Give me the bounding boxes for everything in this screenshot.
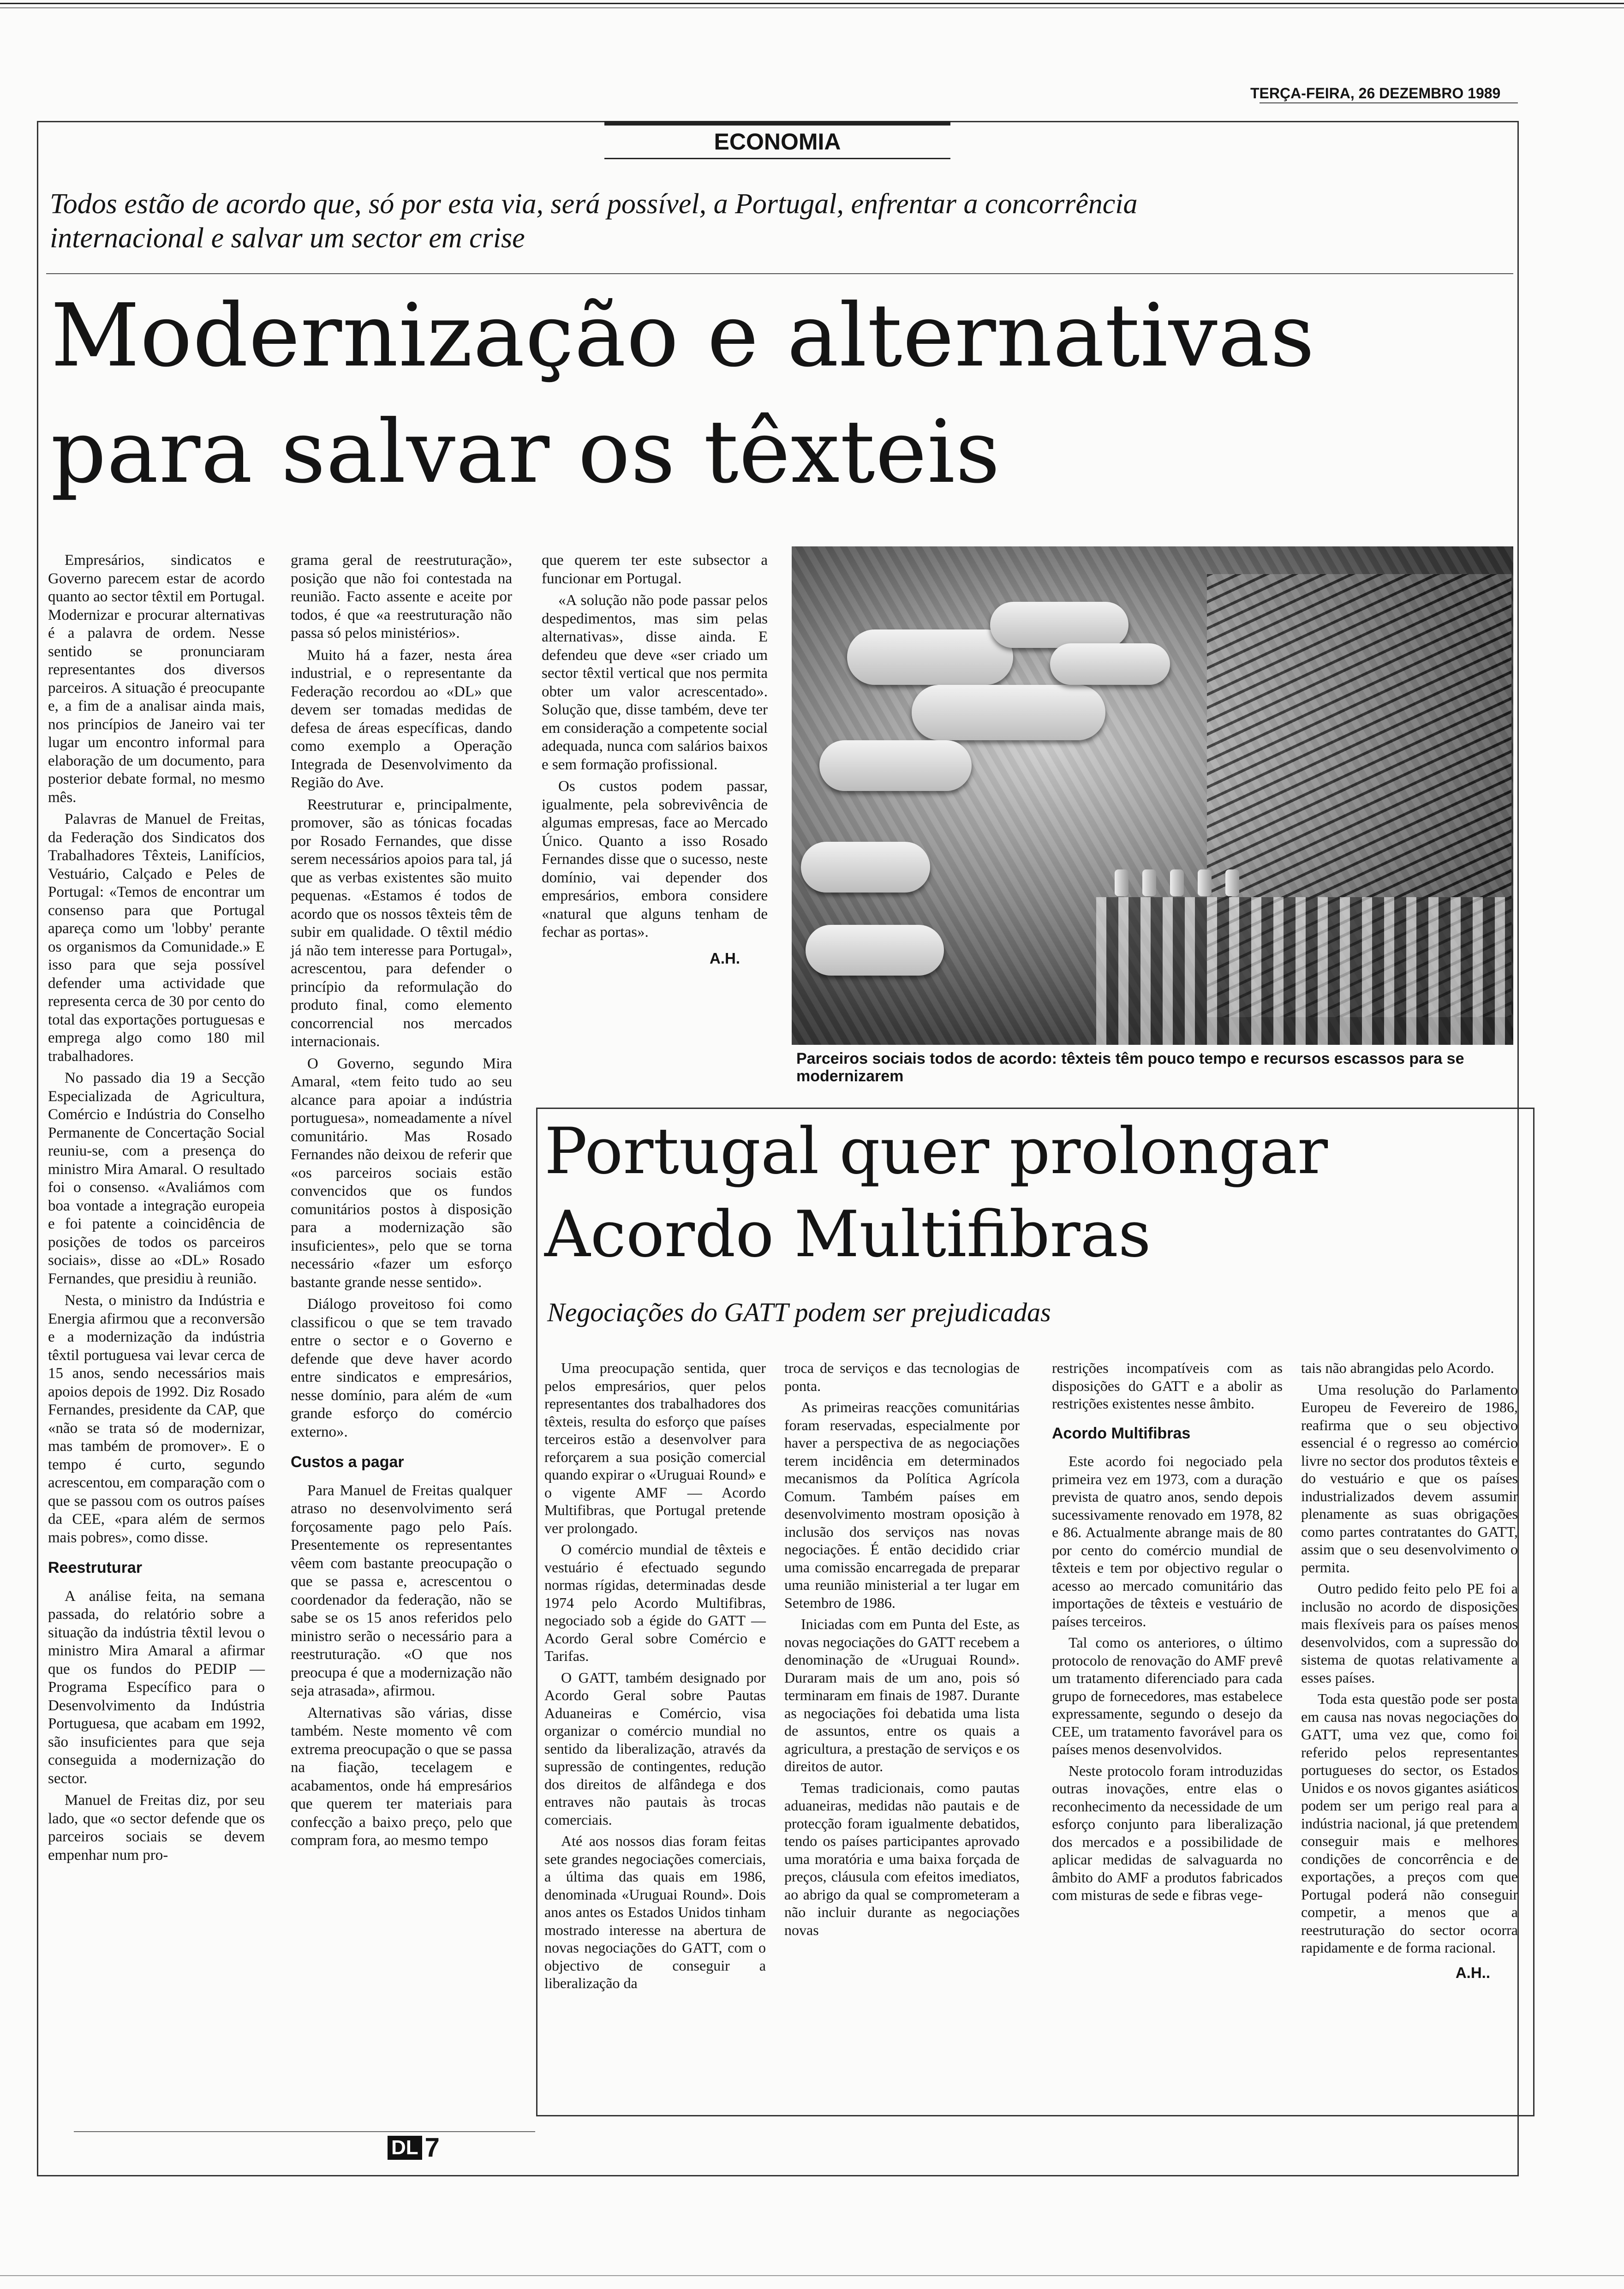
paragraph: Até aos nossos dias foram feitas sete grandes negociações comerciais, a última das quais em 1986, denominada «Uruguai Round». Dois anos antes os Estados Unidos tinham mostrado interesse na abertura de novas negociações do GATT, com o objectivo de conseguir a liberalização da [544, 1833, 766, 1991]
paragraph: As primeiras reacções comunitárias foram reservadas, especialmente por haver a perspectiva de as negociações terem incidência em determinados mecanismos da Política Agrícola Comum. Também países em desenvolvimento mostram oposição à inclusão dos serviços nas novas negociações. É então decidido criar uma comissão encarregada de preparar uma reunião ministerial a ter lugar em Setembro de 1986. [784, 1399, 1020, 1611]
issue-date: TERÇA-FEIRA, 26 DEZEMBRO 1989 [1250, 85, 1501, 102]
article2-column-1 [544, 1359, 766, 1996]
subheading-custos: Custos a pagar [291, 1453, 404, 1471]
paragraph: Os custos podem passar, igualmente, pela sobrevivência de algumas empresas, face ao Mercado Único. Quanto a isso Rosado Fernandes disse que o sucesso, neste domínio, vai depender dos empresários, embora considere «natural que alguns tenham de fechar as portas». [542, 778, 768, 941]
section-underline [604, 158, 950, 159]
photo-caption: Parceiros sociais todos de acordo: têxteis têm pouco tempo e recursos escassos para se modernizarem [796, 1050, 1464, 1085]
paragraph: Nesta, o ministro da Indústria e Energia afirmou que a reconversão e a modernização da indústria têxtil portuguesa vai levar cerca de 15 anos, sendo necessários mais apoios depois de 1992. Diz Rosado Fernandes, presidente da CAP, que «não se trata só de modernizar, mas também de promover». E o tempo é curto, segundo acrescentou, em comparação com o que se passou com os outros países da CEE, «para além de sermos mais pobres», como disse. [48, 1292, 265, 1546]
paragraph: Toda esta questão pode ser posta em causa nas novas negociações do GATT, uma vez que, como foi referido pelos representantes portugueses do sector, os Estados Unidos e os novos gigantes asiáticos podem ser um perigo real para a indústria nacional, já que pretendem conseguir mais e melhores condições de concorrência e de exportações, a preços com que Portugal poderá não conseguir competir, a menos que a reestruturação do sector ocorra rapidamente e de forma racional. [1301, 1690, 1518, 1956]
article2-headline-line1: Portugal quer prolongar [544, 1114, 1328, 1188]
subheading-reestruturar: Reestruturar [48, 1559, 143, 1576]
paragraph: Manuel de Freitas diz, por seu lado, que «o sector defende que os parceiros sociais se devem empenhar num pro- [48, 1792, 265, 1864]
paragraph: Alternativas são várias, disse também. Neste momento vê com extrema preocupação o que se passa na fiação, tecelagem e acabamentos, onde há empresários que querem ter materiais para confecção a baixo preço, pelo que compram fora, ao mesmo tempo [291, 1704, 512, 1849]
article2-deck: Negociações do GATT podem ser prejudicadas [547, 1297, 1051, 1327]
main-headline-line1: Modernização e alternativas [51, 285, 1315, 386]
article2-column-4 [1301, 1359, 1518, 1982]
paragraph: Empresários, sindicatos e Governo parecem estar de acordo quanto ao sector têxtil em Portugal. Modernizar e procurar alternativas é a palavra de ordem. Nesse sentido se pronunciaram representantes dos diversos parceiros. A situação é preocupante e, a fim de a analisar ainda mais, nos princípios de Janeiro vai ter lugar um encontro informal para elaboração de um documento, para posterior debate formal, no mesmo mês. [48, 552, 265, 806]
paragraph: Diálogo proveitoso foi como classificou o que se tem travado entre o sector e o Governo e defende que deve haver acordo entre sindicatos e empresários, nesse domínio, para além de «um grande esforço do comércio externo». [291, 1296, 512, 1440]
main-headline-line2: para salvar os têxteis [51, 401, 1001, 503]
article2-signature: A.H.. [1455, 1964, 1490, 1981]
kicker-rule [46, 273, 1513, 274]
paragraph: Palavras de Manuel de Freitas, da Federação dos Sindicatos dos Trabalhadores Têxteis, Lanifícios, Vestuário, Calçado e Peles de Portugal: «Temos de encontrar um consenso para que Portugal apareça como um 'lobby' perante os organismos da Comunidade.» E isso para que seja possível defender uma actividade que representa cerca de 30 por cento do total das exportações portuguesas e emprega algo como 180 mil trabalhadores. [48, 811, 265, 1065]
paragraph: Iniciadas com em Punta del Este, as novas negociações do GATT recebem a denominação de «Uruguai Round». Duraram mais de um ano, pois só terminaram em finais de 1987. Durante as negociações foi debatida uma lista de assuntos, entre os quais a agricultura, a prestação de serviços e os direitos de autor. [784, 1616, 1020, 1774]
article-kicker: Todos estão de acordo que, só por esta via, será possível, a Portugal, enfrentar a concorrência internacional e salvar um sector em crise [50, 188, 1138, 254]
paragraph: «A solução não pode passar pelos despedimentos, mas sim pelas alternativas», disse ainda. E defendeu que deve «ser criado um sector têxtil vertical que nos permita obter um valor acrescentado». Solução que, disse também, deve ter em consideração a competente social adequada, nunca com salários baixos e sem formação profissional. [542, 592, 768, 773]
paragraph: Uma resolução do Parlamento Europeu de Fevereiro de 1986, reafirma que o seu objectivo essencial é o regresso ao comércio livre no sector dos produtos têxteis e do vestuário e que os países industrializados devem assumir plenamente as suas obrigações como partes contratantes do GATT, assim que o seu desenvolvimento o permita. [1301, 1381, 1518, 1576]
paragraph: Outro pedido feito pelo PE foi a inclusão no acordo de disposições mais flexíveis para os países menos desenvolvidos, com a supressão do sistema de quotas relativamente a esses países. [1301, 1580, 1518, 1686]
paragraph: O Governo, segundo Mira Amaral, «tem feito tudo ao seu alcance para apoiar a indústria portuguesa», nomeadamente a nível comunitário. Mas Rosado Fernandes não deixou de referir que «os parceiros sociais estão convencidos que os fundos comunitários postos à disposição para a modernização são insuficientes», pelo que se torna necessário «fazer um esforço bastante grande nesse sentido». [291, 1055, 512, 1291]
paragraph: O comércio mundial de têxteis e vestuário é efectuado segundo normas rígidas, determinadas desde 1974 pelo Acordo Multifibras, negociado sob a égide do GATT — Acordo Geral sobre Comércio e Tarifas. [544, 1541, 766, 1664]
article1-column-1 [48, 551, 265, 1868]
paragraph: que querem ter este subsector a funcionar em Portugal. [542, 552, 768, 587]
paragraph: Muito há a fazer, nesta área industrial, e o representante da Federação recordou ao «DL» que devem ser tomadas medidas de defesa de áreas específicas, dando como exemplo a Operação Integrada de Desenvolvimento da Região do Ave. [291, 647, 512, 791]
article1-column-2 [291, 551, 512, 1854]
footer-logo [388, 2134, 440, 2161]
paragraph: Temas tradicionais, como pautas aduaneiras, medidas não pautais e de protecção foram igualmente debatidos, tendo os países participantes aprovado uma moratória e uma baixa forçada de preços, cláusula com efeitos imediatos, ao abrigo da qual se comprometeram a não incluir durante as negociações novas [784, 1779, 1020, 1938]
paragraph: troca de serviços e das tecnologias de ponta. [784, 1360, 1020, 1394]
paragraph: restrições incompatíveis com as disposições do GATT e a abolir as restrições existentes nesse âmbito. [1052, 1360, 1283, 1412]
bottom-rule [0, 2275, 1624, 2276]
section-label: ECONOMIA [714, 129, 841, 155]
paragraph: Para Manuel de Freitas qualquer atraso no desenvolvimento será forçosamente pago pelo País. Presentemente os representantes vêem com bastante preocupação o que se passa e, acrescentou o coordenador da federação, não se sabe se os 15 anos referidos pelo ministro serão o necessário para a reestruturação. «O que nos preocupa é que a modernização não seja atrasada», afirmou. [291, 1482, 512, 1699]
article1-signature: A.H. [710, 949, 740, 967]
paragraph: Reestruturar e, principalmente, promover, são as tónicas focadas por Rosado Fernandes, que disse serem necessários apoios para tal, já que as verbas existentes são muito pequenas. «Estamos é todos de acordo que os nossos têxteis têm de subir em qualidade. O têxtil médio já não tem interesse para Portugal», acrescentou, para defender o princípio da reformulação do produto final, como elemento concorrencial nos mercados internacionais. [291, 796, 512, 1050]
article2-column-2 [784, 1359, 1020, 1942]
paragraph: Neste protocolo foram introduzidas outras inovações, entre elas o reconhecimento da necessidade de um esforço conjunto para liberalização dos mercados e a possibilidade de aplicar medidas de salvaguarda no âmbito do AMF a produtos fabricados com misturas de sede e fibras vege- [1052, 1762, 1283, 1903]
footer-rule [74, 2131, 535, 2132]
paragraph: grama geral de reestruturação», posição que não foi contestada na reunião. Facto assente e aceite por todos, é que «a reestruturação não passa só pelos ministérios». [291, 552, 512, 641]
paragraph: No passado dia 19 a Secção Especializada de Agricultura, Comércio e Indústria do Conselho Permanente de Concertação Social reuniu-se, com a presença do ministro Mira Amaral. O resultado foi o consenso. «Avaliámos com boa vontade a integração europeia e foi patente a coincidência de posições de todos os parceiros sociais», disse ao «DL» Rosado Fernandes, que presidiu à reunião. [48, 1070, 265, 1287]
date-rule [1260, 102, 1518, 103]
paragraph: Uma preocupação sentida, quer pelos empresários, quer pelos representantes dos trabalhadores dos têxteis, resulta do esforço que países terceiros estão a desenvolver para reforçarem a sua posição comercial quando expirar o «Uruguai Round» e o vigente AMF — Acordo Multifibras, que Portugal pretende ver prolongado. [544, 1360, 766, 1536]
paragraph: A análise feita, na semana passada, do relatório sobre a situação da indústria têxtil levou o ministro Mira Amaral a afirmar que os fundos do PEDIP — Programa Específico para o Desenvolvimento da Indústria Portuguesa, que acabam em 1992, são insuficientes para que seja conseguida a modernização do sector. [48, 1588, 265, 1787]
article2-headline-line2: Acordo Multifibras [544, 1197, 1151, 1271]
article1-column-3 [542, 551, 768, 967]
dl-logo: DL [388, 2136, 422, 2160]
subheading-acordo-multifibras: Acordo Multifibras [1052, 1424, 1191, 1442]
paragraph: O GATT, também designado por Acordo Geral sobre Pautas Aduaneiras e Comércio, visa organizar o comércio mundial no sentido da liberalização, através da supressão de contingentes, redução dos direitos de alfândega e dos entraves não pautais às trocas comerciais. [544, 1669, 766, 1828]
page-number: 7 [424, 2133, 440, 2163]
top-rule [0, 3, 1624, 4]
section-bar [604, 121, 950, 126]
textile-factory-photo [792, 546, 1513, 1045]
top-rule-thin [0, 7, 1624, 8]
paragraph: Este acordo foi negociado pela primeira vez em 1973, com a duração prevista de quatro anos, sendo depois sucessivamente renovado em 1978, 82 e 86. Actualmente abrange mais de 80 por cento do comércio mundial de têxteis e tem por objectivo regular o acesso ao mercado comunitário das importações de têxteis e vestuário de países terceiros. [1052, 1453, 1283, 1630]
paragraph: Tal como os anteriores, o último protocolo de renovação do AMF prevê um tratamento diferenciado para cada grupo de fornecedores, mas estabelece expressamente, segundo o desejo da CEE, um tratamento favorável para os países menos desenvolvidos. [1052, 1634, 1283, 1757]
article2-column-3 [1052, 1359, 1283, 1908]
paragraph: tais não abrangidas pelo Acordo. [1301, 1360, 1494, 1376]
